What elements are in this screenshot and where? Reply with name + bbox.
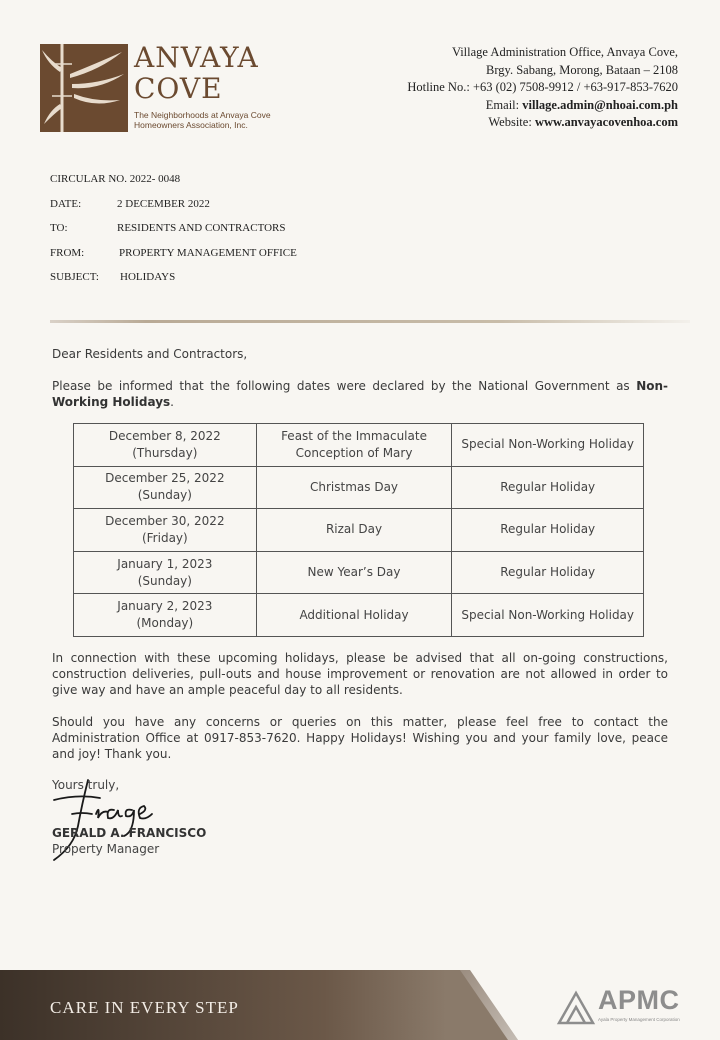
apmc-wordmark: APMC — [598, 985, 680, 1015]
signatory-title: Property Manager — [52, 842, 160, 856]
from-value: PROPERTY MANAGEMENT OFFICE — [119, 246, 297, 259]
website-label: Website: — [488, 115, 535, 129]
circular-row — [50, 173, 297, 198]
holiday-date: December 8, 2022 — [108, 428, 221, 443]
email-label: Email: — [485, 97, 523, 112]
holiday-type-cell — [452, 424, 644, 467]
hotline-line — [407, 79, 678, 97]
apmc-subtitle: Ayala Property Management Corporation — [598, 1017, 680, 1022]
holiday-date-cell — [74, 509, 257, 552]
holiday-date-cell — [74, 424, 257, 467]
footer-tagline: CARE IN EVERY STEP — [50, 998, 239, 1017]
date-value: 2 DECEMBER 2022 — [117, 197, 210, 210]
date-row — [50, 198, 297, 223]
to-label: TO: — [50, 222, 68, 234]
logo-title-line2: COVE — [134, 72, 223, 105]
holiday-table — [73, 423, 644, 637]
office-address-block — [407, 44, 678, 132]
holiday-table-body — [74, 424, 644, 637]
holiday-weekday: (Sunday) — [137, 573, 192, 588]
website-line — [407, 114, 678, 132]
apmc-logo — [556, 987, 696, 1027]
logo-title-line1: ANVAYA — [134, 41, 259, 74]
holiday-row — [74, 424, 644, 467]
to-value: RESIDENTS AND CONTRACTORS — [117, 222, 286, 234]
logo-subtitle-line1: The Neighborhoods at Anvaya Cove — [134, 110, 271, 120]
memo-header — [50, 173, 297, 296]
logo-subtitle — [134, 110, 271, 130]
holiday-date-cell — [74, 466, 257, 509]
header-divider — [50, 320, 690, 323]
logo-subtitle-line2: Homeowners Association, Inc. — [134, 120, 248, 130]
holiday-type-cell — [452, 594, 644, 637]
holiday-date: December 30, 2022 — [105, 513, 225, 528]
holiday-type: Special Non-Working Holiday — [461, 607, 635, 622]
paragraph-contact: Should you have any concerns or queries on this matter, please feel free to contact the Administration Office at 0917-853-7620. Happy Holidays! Wishing you and your family love, peace and joy! Thank you. — [52, 715, 668, 761]
holiday-type: Special Non-Working Holiday — [461, 437, 635, 452]
holiday-name-cell — [256, 509, 452, 552]
from-label: FROM: — [50, 246, 85, 259]
holiday-date: December 25, 2022 — [105, 471, 225, 486]
holiday-name-cell — [256, 466, 452, 509]
intro-paragraph — [52, 378, 668, 410]
logo-title — [134, 42, 259, 104]
email-link[interactable]: village.admin@nhoai.com.ph — [522, 97, 678, 112]
holiday-weekday: (Monday) — [136, 616, 194, 631]
holiday-weekday: (Thursday) — [132, 445, 198, 460]
holiday-date-cell — [74, 551, 257, 594]
subject-value: HOLIDAYS — [120, 271, 176, 283]
holiday-name-cell — [256, 551, 452, 594]
holiday-date: January 1, 2023 — [117, 556, 213, 571]
holiday-type-cell — [452, 466, 644, 509]
holiday-weekday: (Sunday) — [137, 488, 192, 503]
holiday-type: Regular Holiday — [500, 565, 596, 580]
holiday-date: January 2, 2023 — [117, 599, 213, 614]
from-row — [50, 247, 297, 272]
intro-end: . — [170, 395, 174, 409]
subject-label: SUBJECT: — [50, 271, 99, 283]
website-link[interactable]: www.anvayacovenhoa.com — [534, 115, 678, 129]
holiday-type-cell — [452, 509, 644, 552]
holiday-weekday: (Friday) — [141, 530, 188, 545]
holiday-type: Regular Holiday — [500, 479, 596, 494]
holiday-name: Additional Holiday — [299, 607, 409, 622]
to-row — [50, 222, 297, 247]
intro-bold: Non-Working Holidays — [52, 379, 668, 409]
apmc-triangle-icon — [556, 987, 596, 1027]
address-line2: Brgy. Sabang, Morong, Bataan – 2108 — [486, 62, 678, 77]
holiday-name: New Year’s Day — [307, 565, 401, 580]
intro-text: Please be informed that the following dates were declared by the National Government as — [52, 379, 637, 393]
holiday-type: Regular Holiday — [500, 522, 596, 537]
circular-number: CIRCULAR NO. 2022- 0048 — [50, 173, 181, 185]
anvaya-cove-logo — [40, 41, 290, 136]
holiday-type-cell — [452, 551, 644, 594]
address-line1: Village Administration Office, Anvaya Cove, — [451, 45, 678, 59]
holiday-name: Rizal Day — [325, 522, 383, 537]
bamboo-logo-icon — [40, 44, 128, 132]
greeting: Dear Residents and Contractors, — [52, 347, 248, 361]
holiday-row — [74, 551, 644, 594]
subject-row — [50, 271, 297, 296]
date-label: DATE: — [50, 197, 82, 210]
holiday-row — [74, 594, 644, 637]
paragraph-construction: In connection with these upcoming holidays, please be advised that all on-going constructions, construction deliveries, pull-outs and house improvement or renovation are not allowed in order to give way and have an ample peaceful day to all residents. — [52, 651, 668, 697]
hotline-label: Hotline No.: — [407, 80, 473, 94]
holiday-name: Feast of the Immaculate — [281, 428, 427, 443]
holiday-date-cell — [74, 594, 257, 637]
signatory-name: GERALD A. FRANCISCO — [52, 826, 207, 840]
hotline-number: +63 (02) 7508-9912 / +63-917-853-7620 — [472, 80, 678, 94]
email-line — [407, 97, 678, 115]
holiday-name: Christmas Day — [310, 479, 399, 494]
holiday-name-line2: Conception of Mary — [295, 445, 413, 460]
holiday-row — [74, 509, 644, 552]
holiday-row — [74, 466, 644, 509]
holiday-name-cell — [256, 424, 452, 467]
closing: Yours truly, — [52, 778, 120, 792]
holiday-name-cell — [256, 594, 452, 637]
